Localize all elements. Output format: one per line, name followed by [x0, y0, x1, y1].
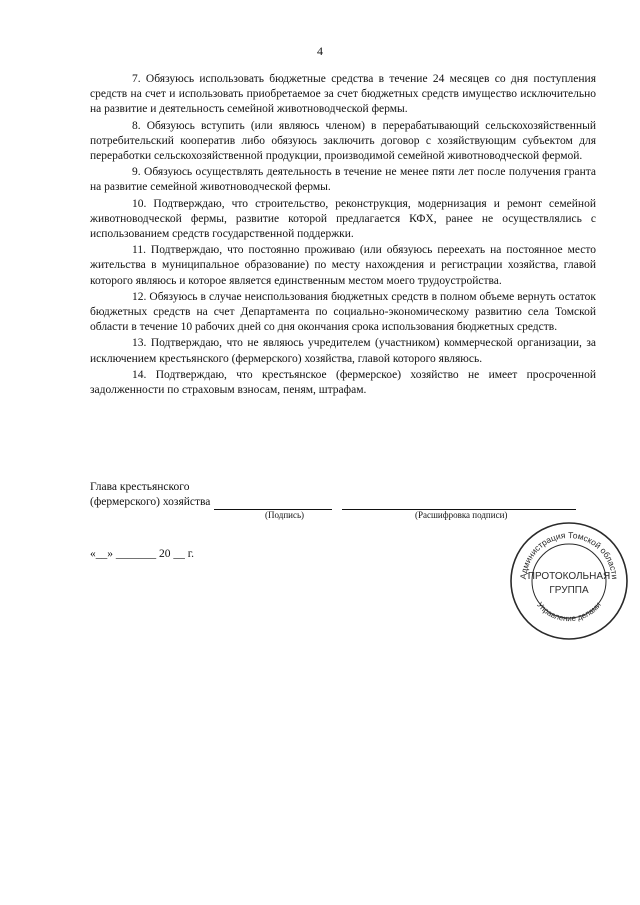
stamp-center-line1: ПРОТОКОЛЬНАЯ — [527, 571, 611, 582]
page-number: 4 — [317, 44, 323, 58]
signature-title-line1: Глава крестьянского — [90, 481, 190, 493]
paragraph-10: 10. Подтверждаю, что строительство, реконструкция, модернизация и ремонт семейной животноводческой фермы, развитие которой предлагается КФХ, ранее не осуществлялись с использованием средств государственной поддержки. — [90, 197, 596, 241]
paragraph-8: 8. Обязуюсь вступить (или являюсь членом) в перерабатывающий сельскохозяйственный потребительский кооператив либо обязуюсь заключить договор с хозяйствующим субъектом для переработки сельскохозяйственной продукции, производимой семейной животноводческой фермой. — [90, 119, 596, 163]
official-stamp — [508, 520, 630, 642]
paragraph-14: 14. Подтверждаю, что крестьянское (фермерское) хозяйство не имеет просроченной задолженности по страховым взносам, пеням, штрафам. — [90, 368, 596, 397]
signature-block — [90, 480, 610, 520]
stamp-bottom-text — [535, 600, 603, 623]
stamp-center-line2: ГРУППА — [549, 585, 589, 596]
document-body — [90, 72, 596, 399]
paragraph-12: 12. Обязуюсь в случае неиспользования бюджетных средств в полном объеме вернуть остаток бюджетных средств на счет Департамента по социально-экономическому развитию села Томской области в течение 10 рабочих дней со дня окончания срока использования бюджетных средств. — [90, 290, 596, 334]
paragraph-13: 13. Подтверждаю, что не являюсь учредителем (участником) коммерческой организации, за исключением крестьянского (фермерского) хозяйства, главой которого являюсь. — [90, 337, 596, 365]
signature-title-line2: (фермерского) хозяйства — [90, 496, 211, 508]
paragraph-7: 7. Обязуюсь использовать бюджетные средства в течение 24 месяцев со дня поступления средств на счет и использовать приобретаемое за счет бюджетных средств имущество исключительно на развитие и деятельность семейной животноводческой фермы. — [90, 73, 596, 116]
paragraph-9: 9. Обязуюсь осуществлять деятельность в течение не менее пяти лет после получения гранта на развитие семейной животноводческой фермы. — [90, 166, 596, 194]
date-line: «__» _______ 20 __ г. — [90, 548, 195, 560]
stamp-bottom-path: Управление делами — [535, 600, 603, 624]
signature-caption: (Подпись) — [265, 510, 305, 520]
decoding-caption: (Расшифровка подписи) — [415, 510, 508, 520]
signature-row — [90, 495, 610, 510]
stamp-ring-path: Администрация Томской области — [517, 529, 621, 580]
paragraph-11: 11. Подтверждаю, что постоянно проживаю (или обязуюсь переехать на постоянное место жительства в муниципальное образование) по месту нахождения и регистрации хозяйства, главой которого являюсь и которое является единственным местом моего трудоустройства. — [90, 244, 596, 287]
